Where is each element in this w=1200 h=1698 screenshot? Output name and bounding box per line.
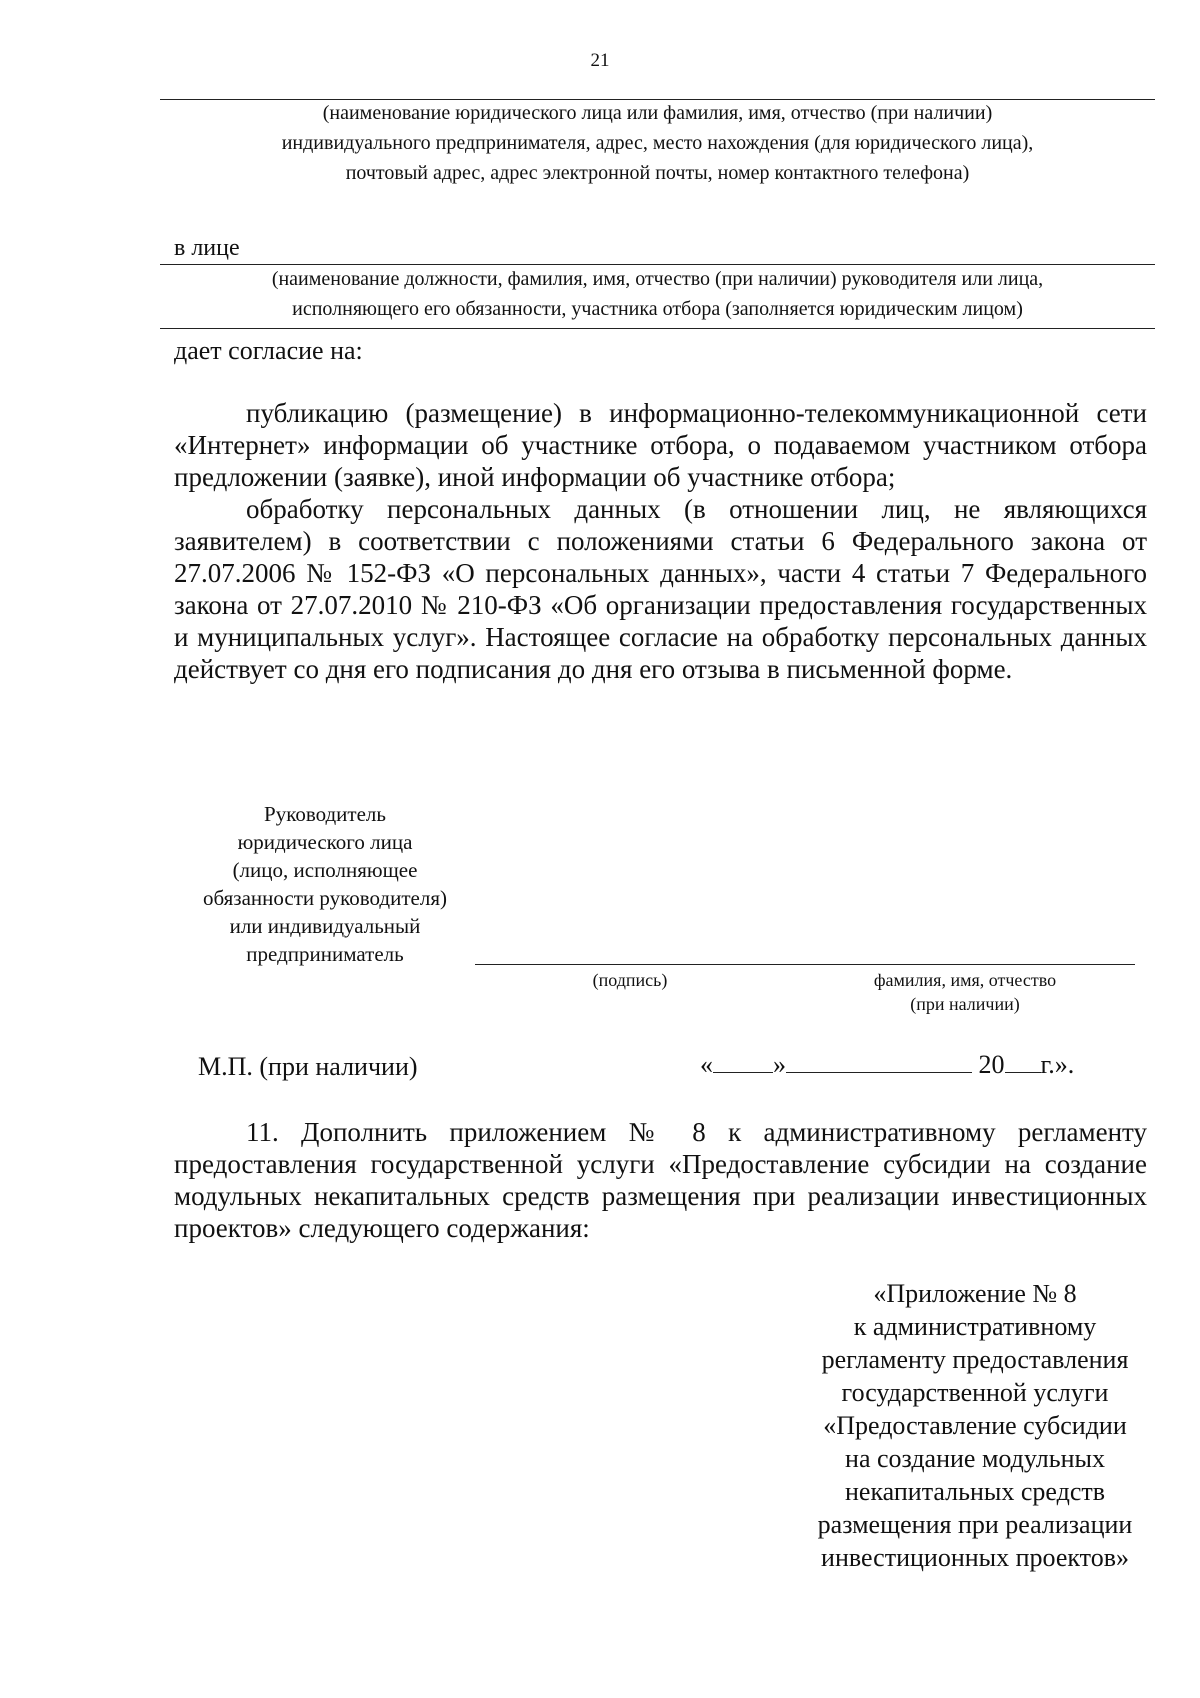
name-caption: фамилия, имя, отчество (при наличии) <box>873 970 1057 1014</box>
month-blank <box>786 1052 972 1073</box>
amendment-paragraph: 11. Дополнить приложением № 8 к административному регламенту предоставления государственной услуги «Предоставление субсидии на создание модульных некапитальных средств размещения при реализации инвестиционных проектов» следующего содержания: <box>174 1117 1147 1243</box>
consent-text <box>174 397 1147 685</box>
signer-title: Руководитель юридического лица (лицо, исполняющее обязанности руководителя) или индивидуальный предприниматель <box>202 802 447 966</box>
page-number: 21 <box>590 50 610 71</box>
amendment-text <box>174 1116 1147 1244</box>
in-person-label: в лице <box>174 235 240 261</box>
date-line: « » 20 г.». <box>700 1050 1075 1079</box>
signature-caption: (подпись) <box>592 970 668 990</box>
consent-processing: обработку персональных данных (в отношении лиц, не являющихся заявителем) в соответствии с положениями статьи 6 Федерального закона от 27.07.2006 № 152-ФЗ «О персональных данных», части 4 статьи 7 Федерального закона от 27.07.2010 № 210-ФЗ «Об организации предоставления государственных и муниципальных услуг». Настоящее согласие на обработку персональных данных действует со дня его подписания до дня его отзыва в письменной форме. <box>174 494 1147 684</box>
person-caption: (наименование должности, фамилия, имя, отчество (при наличии) руководителя или лица, исполняющего его обязанности, участника отбора (заполняется юридическим лицом) <box>271 268 1044 320</box>
org-caption: (наименование юридического лица или фамилия, имя, отчество (при наличии) индивидуального предпринимателя, адрес, место нахождения (для юридического лица), почтовый адрес, адрес электронной почты, номер контактного телефона) <box>281 102 1034 184</box>
consent-publication: публикацию (размещение) в информационно-телекоммуникационной сети «Интернет» информации об участнике отбора, о подаваемом участником отбора предложении (заявке), иной информации об участнике отбора; <box>174 398 1147 492</box>
stamp-label: М.П. (при наличии) <box>198 1052 418 1081</box>
gives-consent-label: дает согласие на: <box>174 336 363 365</box>
year-blank <box>1005 1052 1041 1073</box>
person-bottom-line <box>160 328 1155 329</box>
day-blank <box>713 1052 773 1073</box>
appendix-header: «Приложение № 8 к административному регламенту предоставления государственной услуги «Предоставление субсидии на создание модульных некапитальных средств размещения при реализации инвестиционных проектов» <box>817 1279 1133 1572</box>
signature-line <box>475 964 1135 965</box>
